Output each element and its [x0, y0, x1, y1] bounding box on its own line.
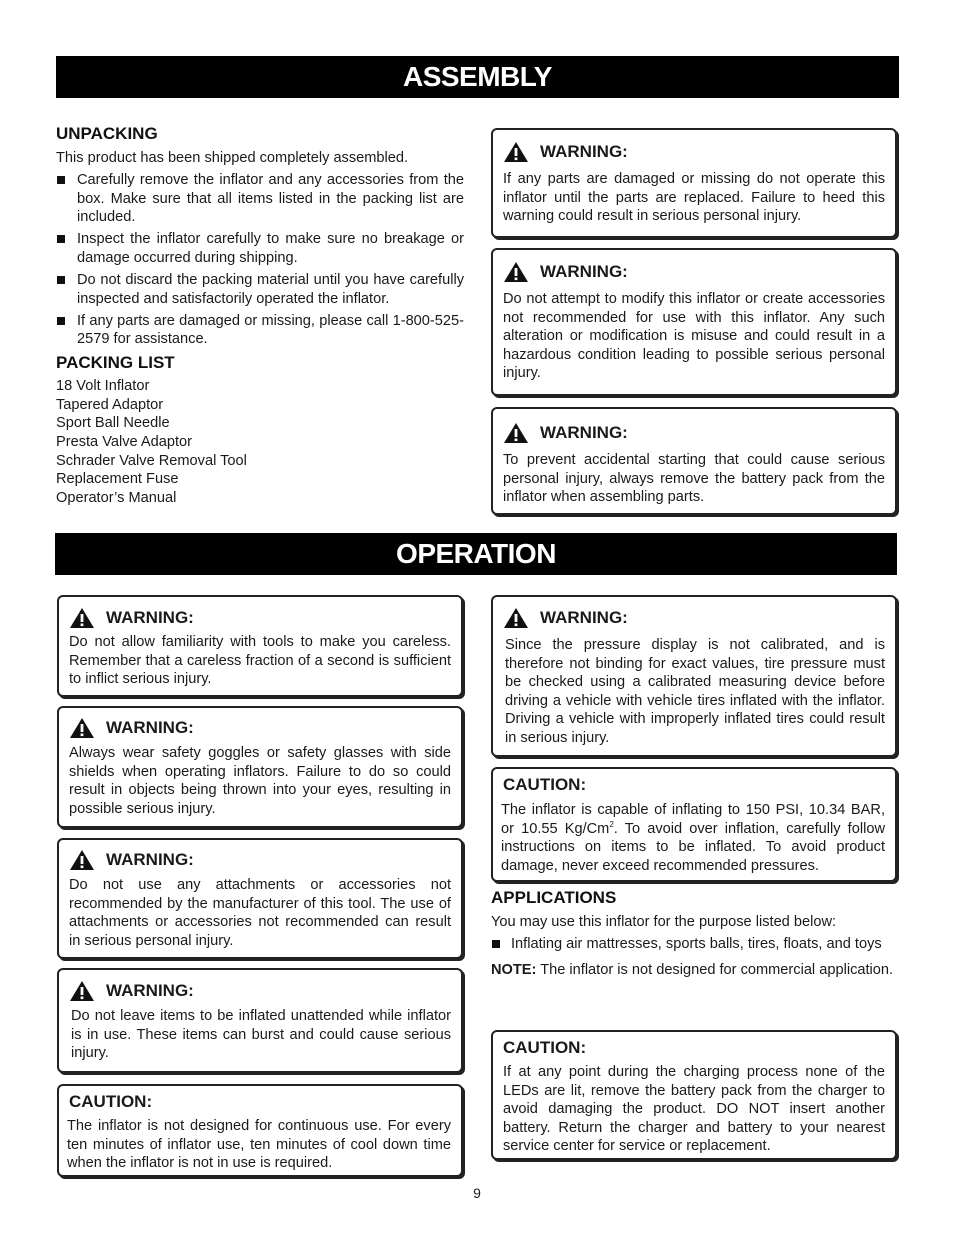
note-label: NOTE:: [491, 961, 537, 978]
list-item: Inflating air mattresses, sports balls, tires, floats, and toys: [491, 935, 898, 954]
operation-banner: [55, 533, 897, 575]
caution-text: If at any point during the charging process none of the LEDs are lit, remove the battery pack from the charger to avoid damaging the product. DO NOT insert another battery. Return the charger and battery to your nearest service center for service or replacement.: [503, 1064, 885, 1155]
warning-title: WARNING:: [540, 607, 628, 627]
packing-list-item: Tapered Adaptor: [56, 396, 164, 413]
warning-text: Do not leave items to be inflated unattended while inflator is in use. These items can burst and could cause serious injury.: [71, 1008, 451, 1062]
unpacking-list: [56, 171, 464, 349]
warning-text: To prevent accidental starting that could cause serious personal injury, always remove the battery pack from the inflator when assembling parts.: [503, 452, 885, 506]
warning-title: WARNING:: [106, 717, 194, 737]
warning-box: [491, 248, 897, 396]
warning-box: [491, 407, 897, 515]
warning-box: [57, 595, 463, 697]
assembly-banner: [56, 56, 899, 98]
warning-text: If any parts are damaged or missing do not operate this inflator until the parts are replaced. Failure to heed this warning could result in serious personal injury.: [503, 171, 885, 225]
bullet-square-icon: [492, 940, 500, 948]
bullet-square-icon: [57, 317, 65, 325]
operation-title: OPERATION: [396, 538, 556, 569]
caution-text: The inflator is capable of inflating to 150 PSI, 10.34 BAR, or 10.55 Kg/Cm$^2$. To avoid over inflation, carefully follow instructions on items to be inflated. To avoid product damage, never exceed recommended pressures.: [501, 802, 885, 874]
warning-text: Do not use any attachments or accessories not recommended by the manufacturer of this tool. The use of attachments or accessories not recommended can result in serious personal injury.: [69, 877, 451, 949]
warning-title: WARNING:: [540, 422, 628, 442]
warning-triangle-icon: [69, 980, 95, 1002]
note-text: The inflator is not designed for commercial application.: [540, 961, 894, 978]
warning-box: [491, 128, 897, 238]
warning-box: [57, 838, 463, 959]
packing-list-item: Sport Ball Needle: [56, 415, 170, 432]
caution-title: CAUTION:: [503, 774, 587, 794]
list-item: Do not discard the packing material until you have carefully inspected and satisfactorily operated the inflator.: [56, 271, 464, 308]
caution-box: [57, 1084, 463, 1177]
packing-list: [56, 377, 464, 508]
page-number: 9: [473, 1185, 481, 1201]
list-item: Carefully remove the inflator and any accessories from the box. Make sure that all items listed in the packing list are included.: [56, 171, 464, 227]
caution-text: The inflator is not designed for continuous use. For every ten minutes of inflator use, ten minutes of cool down time when the inflator is not in use is required.: [67, 1118, 451, 1172]
warning-text: Do not allow familiarity with tools to make you careless. Remember that a careless fraction of a second is sufficient to inflict serious injury.: [69, 634, 451, 688]
warning-triangle-icon: [69, 717, 95, 739]
warning-text: Always wear safety goggles or safety glasses with side shields when operating inflators. Failure to do so could result in objects being thrown into your eyes, resulting in possible serious injury.: [69, 745, 451, 817]
warning-title: WARNING:: [106, 607, 194, 627]
applications-heading: APPLICATIONS: [491, 888, 617, 907]
packing-list-item: Operator’s Manual: [56, 490, 177, 507]
warning-text: Do not attempt to modify this inflator or create accessories not recommended for use with this inflator. Any such alteration or modification is misuse and could result in a hazardous condition leading to possible serious personal injury.: [503, 291, 885, 382]
warning-triangle-icon: [503, 261, 529, 283]
caution-box: [491, 767, 897, 882]
warning-triangle-icon: [503, 607, 529, 629]
bullet-square-icon: [57, 235, 65, 243]
unpacking-section: [56, 123, 464, 508]
warning-title: WARNING:: [540, 141, 628, 161]
caution-box: [491, 1030, 897, 1160]
unpacking-intro: This product has been shipped completely assembled.: [56, 150, 409, 166]
warning-box: [57, 706, 463, 828]
warning-box: [57, 968, 463, 1073]
unpacking-heading: UNPACKING: [56, 124, 158, 143]
packing-list-item: Presta Valve Adaptor: [56, 434, 193, 451]
bullet-square-icon: [57, 276, 65, 284]
packing-list-item: 18 Volt Inflator: [56, 377, 150, 394]
warning-title: WARNING:: [106, 849, 194, 869]
warning-text: Since the pressure display is not calibrated, and is therefore not binding for exact values, tire pressure must be checked using a calibrated measuring device before driving a vehicle with vehicle tires inflated with the inflator. Driving a vehicle with improperly inflated tires could result in serious injury.: [505, 637, 885, 746]
applications-intro: You may use this inflator for the purpose listed below:: [491, 914, 837, 930]
warning-triangle-icon: [69, 849, 95, 871]
packing-list-item: Replacement Fuse: [56, 471, 179, 488]
caution-title: CAUTION:: [69, 1091, 153, 1111]
warning-title: WARNING:: [540, 261, 628, 281]
caution-title: CAUTION:: [503, 1037, 587, 1057]
list-item: Inspect the inflator carefully to make sure no breakage or damage occurred during shipping.: [56, 230, 464, 267]
applications-note: [491, 961, 898, 980]
packing-list-heading: PACKING LIST: [56, 352, 175, 372]
warning-title: WARNING:: [106, 980, 194, 1000]
bullet-square-icon: [57, 176, 65, 184]
warning-box: [491, 595, 897, 757]
assembly-title: ASSEMBLY: [402, 61, 552, 92]
packing-list-item: Schrader Valve Removal Tool: [56, 452, 247, 469]
warning-triangle-icon: [503, 141, 529, 163]
applications-list: [491, 935, 898, 954]
warning-triangle-icon: [503, 422, 529, 444]
warning-triangle-icon: [69, 607, 95, 629]
applications-section: [491, 887, 898, 979]
list-item: If any parts are damaged or missing, please call 1-800-525-2579 for assistance.: [56, 312, 464, 349]
